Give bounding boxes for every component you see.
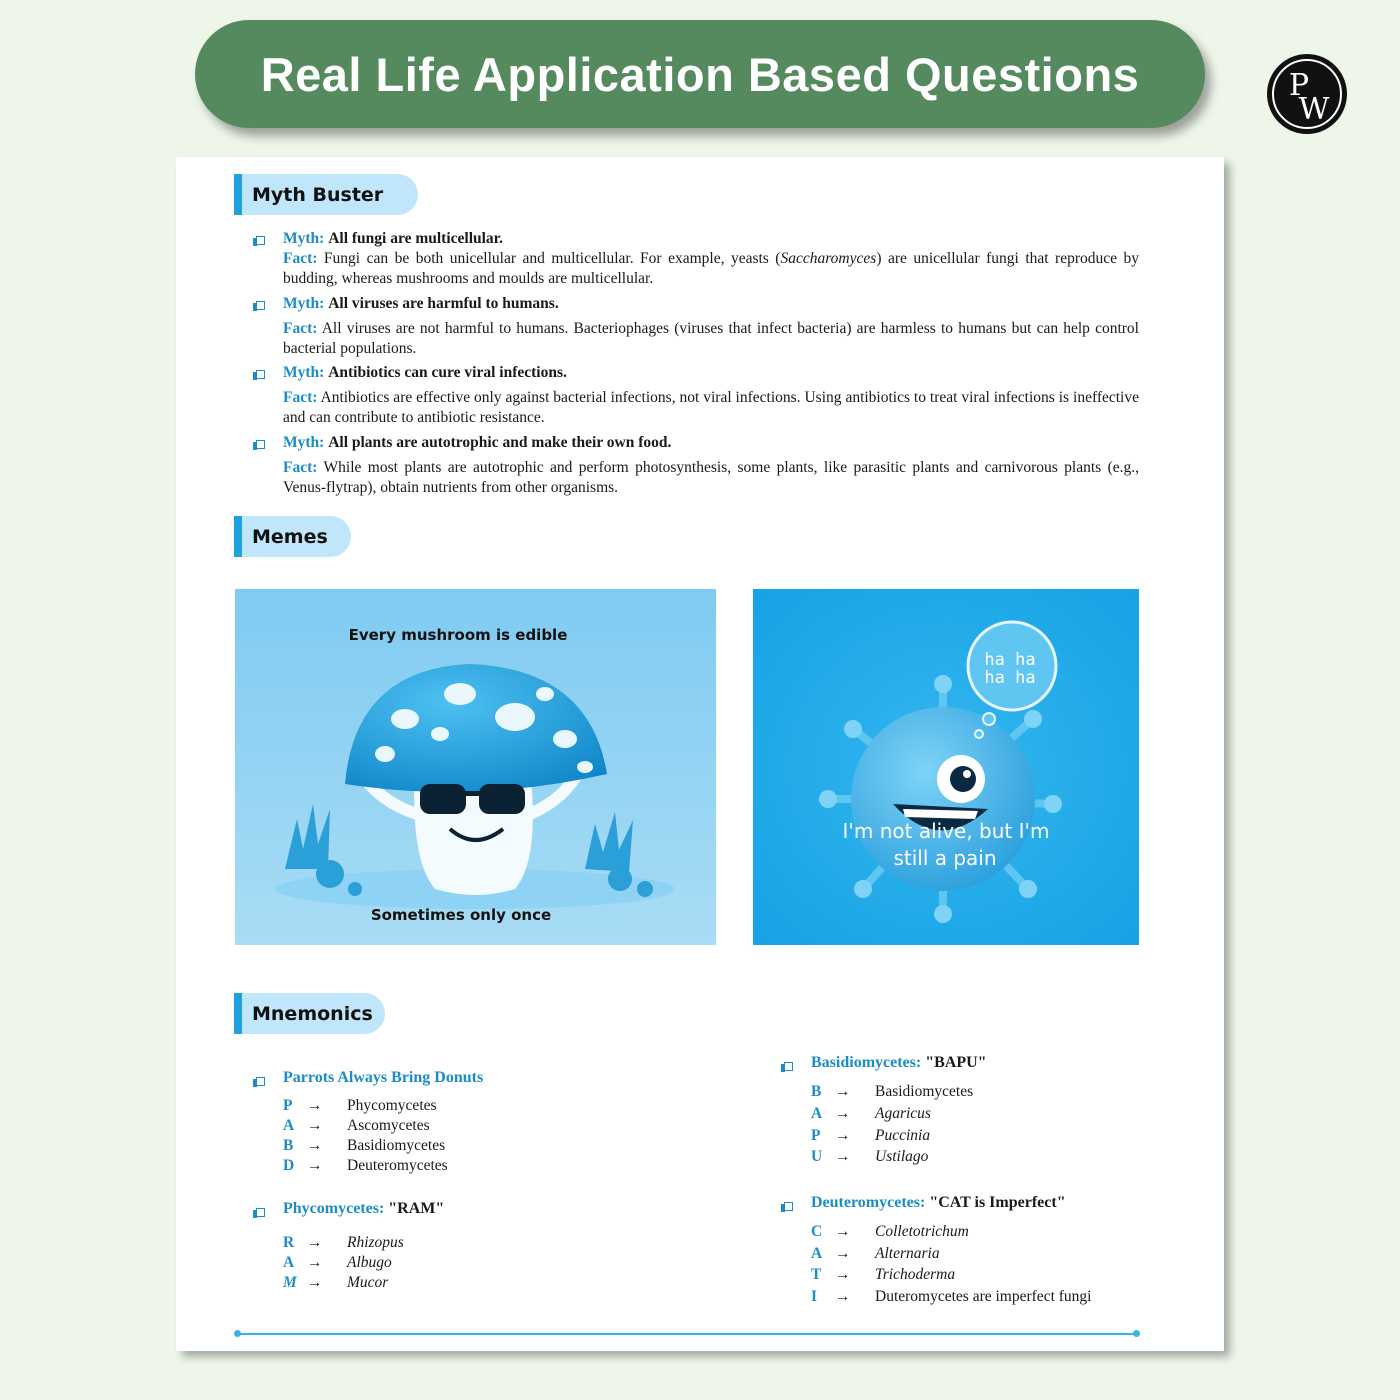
mnemonic-title-phycomycetes: Phycomycetes: "RAM"	[283, 1200, 445, 1217]
mnemonic-title-parrots: Parrots Always Bring Donuts	[283, 1069, 484, 1086]
myth-label: Myth:	[283, 230, 325, 247]
bullet-icon	[256, 370, 265, 379]
section-label: Mnemonics	[252, 1002, 373, 1025]
fact-1	[283, 249, 1139, 289]
fact-text: While most plants are autotrophic and perform photosynthesis, some plants, like parasitic plants and carnivorous plants (e.g., Venus-flytrap), obtain nutrients from other organisms.	[283, 459, 1139, 496]
fact-label: Fact:	[283, 250, 318, 267]
meme-caption-line-1: I'm not alive, but I'm	[842, 819, 1050, 843]
bullet-icon	[784, 1062, 793, 1071]
mnemonic-title-deuteromycetes: Deuteromycetes: "CAT is Imperfect"	[811, 1194, 1066, 1211]
myth-text: All fungi are multicellular.	[328, 230, 504, 247]
pw-logo	[1266, 53, 1348, 135]
bullet-icon	[256, 301, 265, 310]
mushroom-meme-image	[235, 589, 716, 945]
meme-caption-top: Every mushroom is edible	[348, 626, 568, 644]
fact-text-cont: ) are unicellular fungi that reproduce by budding, whereas mushrooms and moulds are multicellular.	[283, 250, 1140, 287]
fact-label: Fact:	[283, 389, 318, 406]
bullet-icon	[784, 1202, 793, 1211]
section-label: Memes	[252, 525, 328, 548]
fact-2	[283, 319, 1139, 359]
myth-label: Myth:	[283, 295, 325, 312]
myth-text: All viruses are harmful to humans.	[328, 295, 559, 312]
fact-text: All viruses are not harmful to humans. Bacteriophages (viruses that infect bacteria) are harmless to humans but can help control bacterial populations.	[283, 320, 1139, 357]
meme-caption-line-2: still a pain	[893, 846, 997, 870]
page-title: Real Life Application Based Questions	[260, 47, 1140, 101]
bubble-text-2: ha ha	[984, 668, 1036, 688]
fact-4	[283, 458, 1139, 498]
bullet-icon	[256, 1208, 265, 1217]
section-tag-myth-buster	[234, 174, 418, 215]
myth-2	[283, 294, 559, 314]
meme-caption-bottom: Sometimes only once	[370, 906, 552, 924]
page-banner	[195, 20, 1205, 128]
section-tag-memes	[234, 516, 351, 557]
section-tag-mnemonics	[234, 993, 385, 1034]
fact-text: Fungi can be both unicellular and multicellular. For example, yeasts (	[323, 250, 781, 267]
myth-1	[283, 229, 503, 249]
divider-dot-right	[1133, 1330, 1140, 1337]
logo-letter-w: W	[1298, 92, 1330, 127]
divider-dot-left	[234, 1330, 241, 1337]
myth-4	[283, 433, 671, 453]
logo-letter-p: P	[1288, 68, 1310, 103]
footer-divider	[237, 1333, 1137, 1335]
fact-text: Antibiotics are effective only against bacterial infections, not viral infections. Using antibiotics to treat viral infections is ineffective and can contribute to antibiotic resistance.	[283, 389, 1139, 426]
myth-text: Antibiotics can cure viral infections.	[328, 364, 567, 381]
myth-label: Myth:	[283, 434, 325, 451]
bubble-text-1: ha ha	[984, 650, 1036, 670]
bullet-icon	[256, 236, 265, 245]
bullet-icon	[256, 1077, 265, 1086]
fact-italic: Saccharomyces	[780, 250, 877, 267]
myth-label: Myth:	[283, 364, 325, 381]
bullet-icon	[256, 440, 265, 449]
fact-label: Fact:	[283, 320, 318, 337]
mnemonic-title-basidiomycetes: Basidiomycetes: "BAPU"	[811, 1054, 987, 1071]
fact-3	[283, 388, 1139, 428]
fact-label: Fact:	[283, 459, 318, 476]
myth-text: All plants are autotrophic and make their own food.	[328, 434, 672, 451]
virus-meme-image	[753, 589, 1139, 945]
section-label: Myth Buster	[252, 183, 384, 206]
myth-3	[283, 363, 567, 383]
